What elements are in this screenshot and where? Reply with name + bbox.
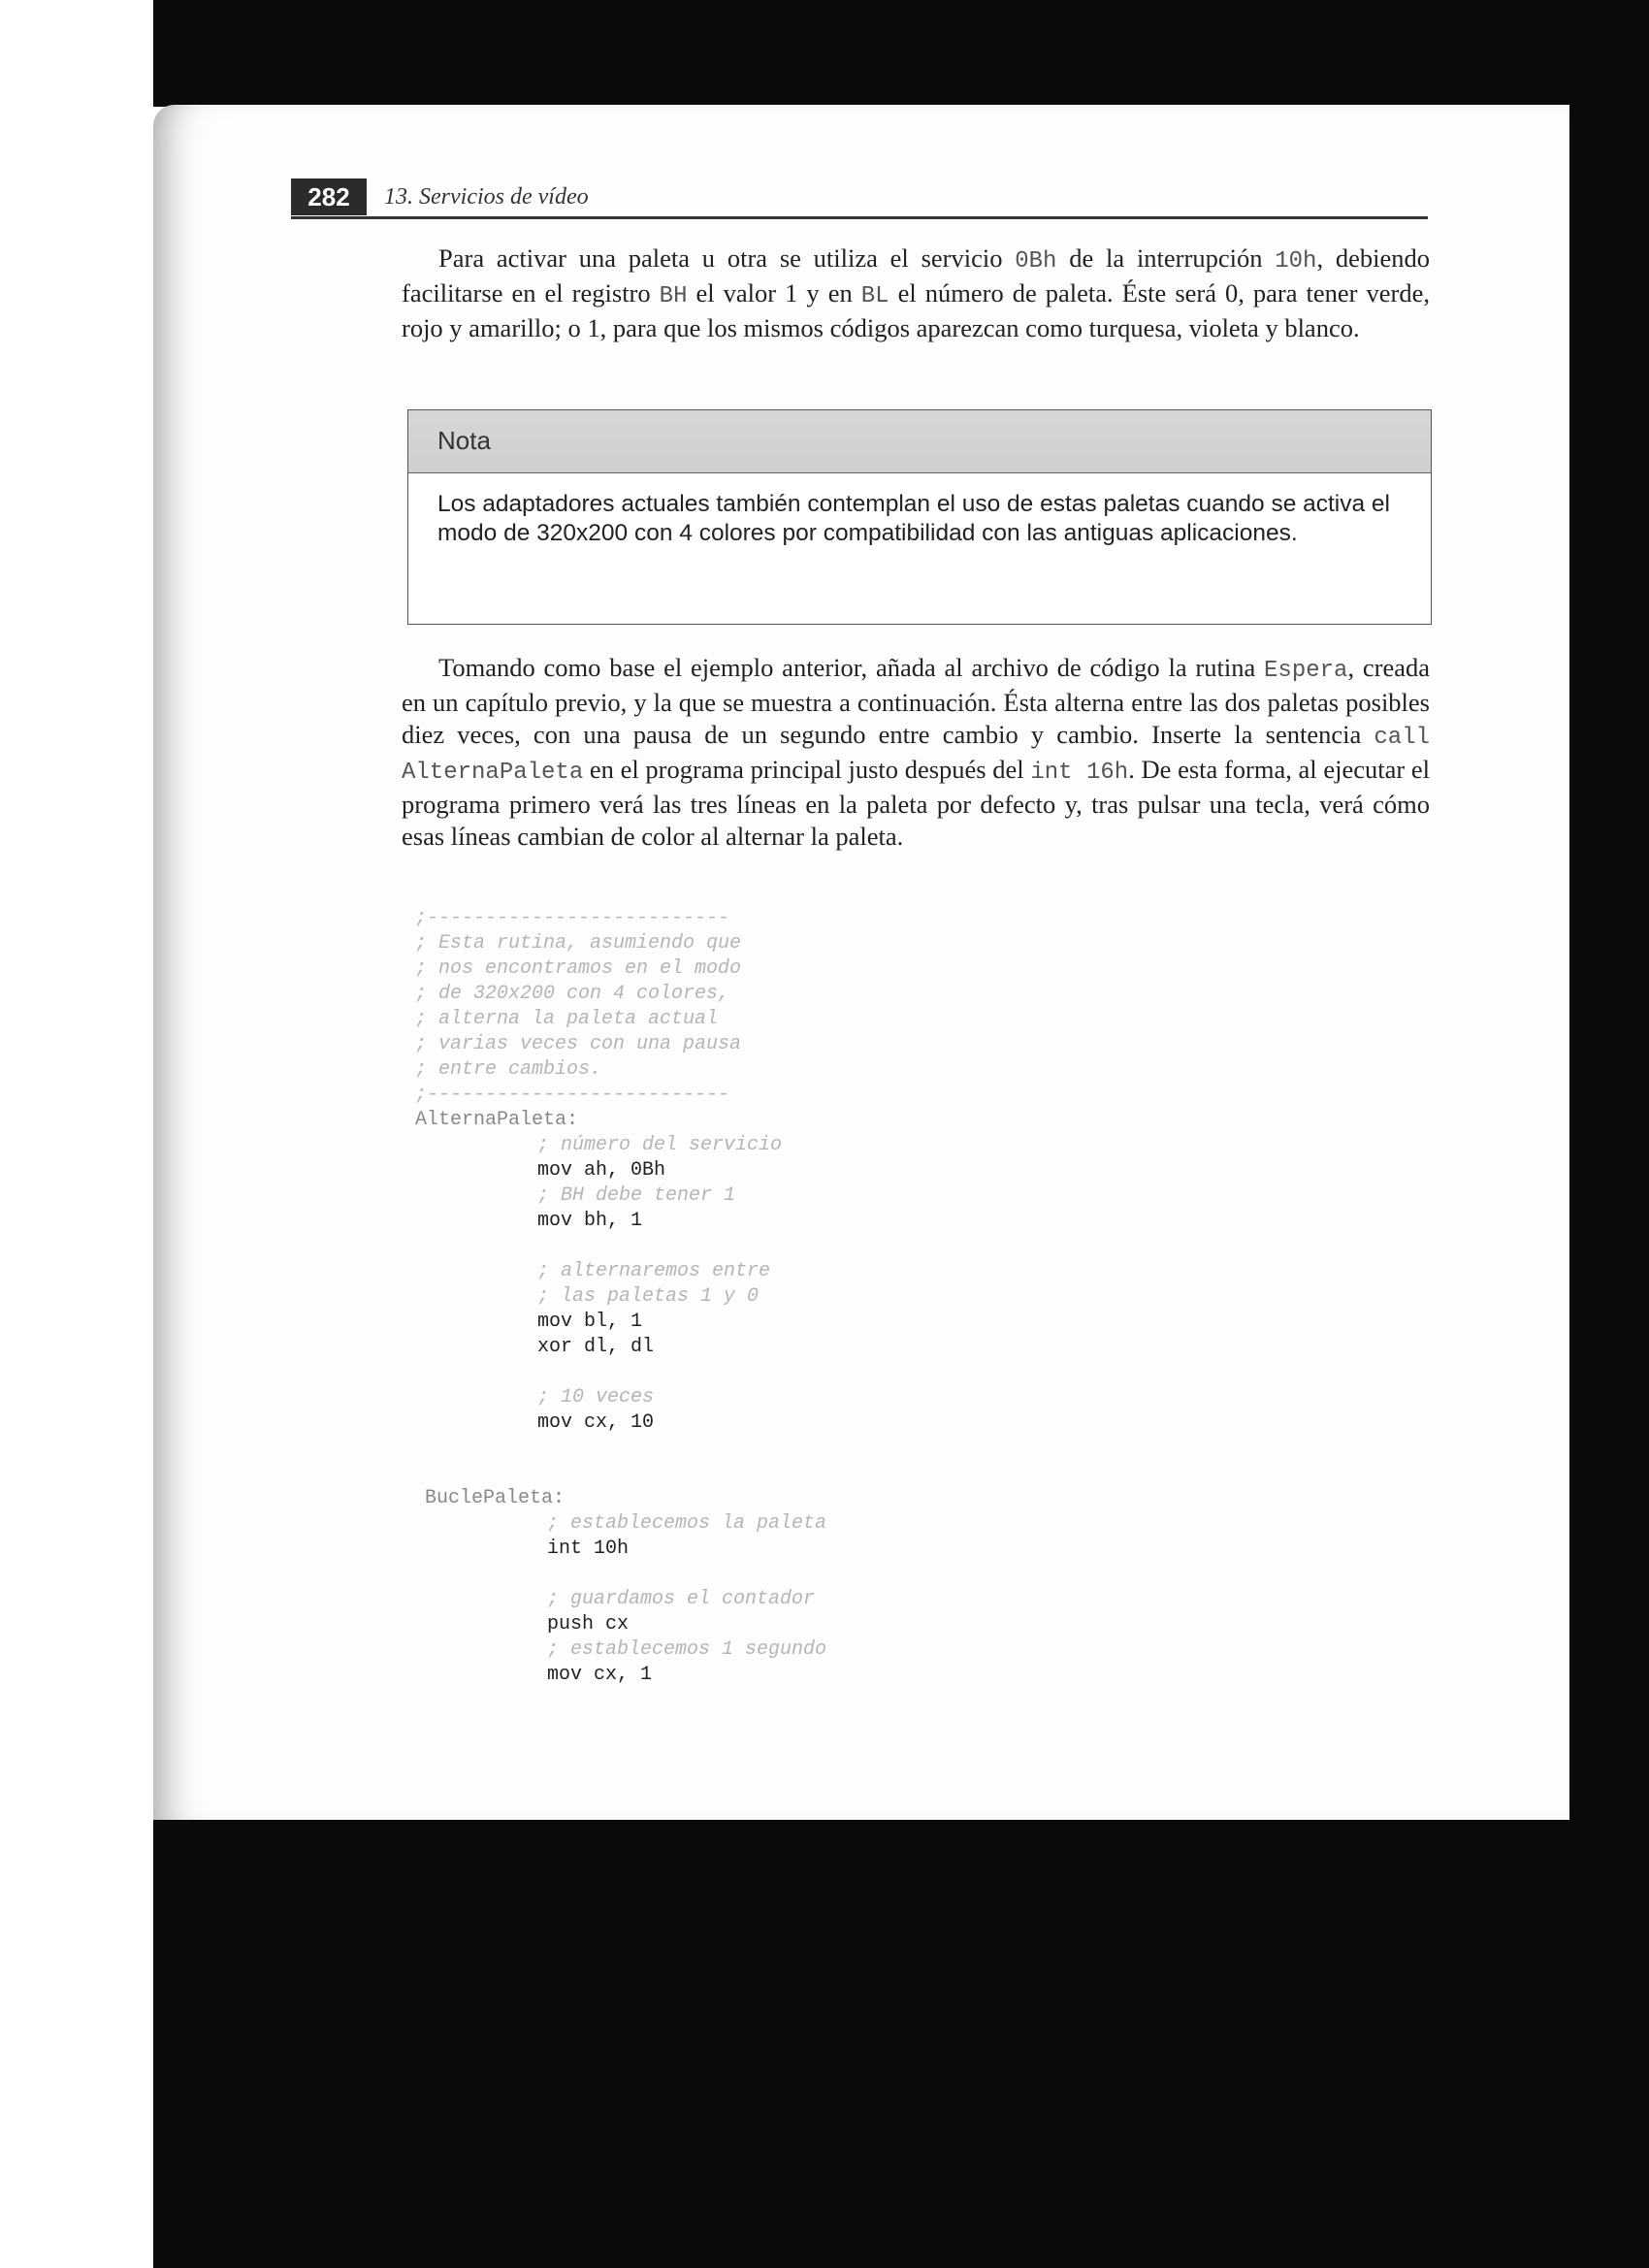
code-instruction: mov bl, 1 [537, 1311, 643, 1333]
page-number: 282 [291, 178, 367, 215]
paragraph-routine-description [402, 652, 1430, 853]
text: Tomando como base el ejemplo anterior, añada al archivo de código la rutina [438, 653, 1265, 682]
paragraph-palette-service [402, 243, 1430, 344]
note-box [407, 409, 1432, 625]
text: , debiendo facilitarse en el registro [402, 243, 1430, 308]
code-comment: ; nos encontramos en el modo [415, 957, 742, 980]
note-header [408, 410, 1431, 473]
code-comment: ; alternaremos entre [537, 1260, 771, 1282]
inline-code: BH [659, 283, 688, 309]
scan-background-right [1564, 87, 1649, 1833]
code-comment: ; alterna la paleta actual [415, 1008, 719, 1030]
code-comment: ; 10 veces [537, 1386, 655, 1409]
code-comment: ; BH debe tener 1 [537, 1184, 736, 1207]
inline-code: int 16h [1030, 760, 1129, 786]
scan-background-bottom [153, 1816, 1649, 2268]
inline-code: Espera [1264, 658, 1348, 684]
code-comment: ; número del servicio [537, 1134, 783, 1156]
scan-background-top [153, 0, 1649, 107]
text: de la interrupción [1056, 243, 1276, 273]
inline-code: BL [860, 283, 889, 309]
inline-code: 10h [1275, 248, 1317, 275]
chapter-title: 13. Servicios de vídeo [384, 184, 589, 210]
code-comment: ; varias veces con una pausa [415, 1033, 742, 1055]
code-instruction: push cx [547, 1613, 630, 1636]
inline-code: call AlternaPaleta [402, 725, 1430, 786]
book-page [153, 105, 1569, 1820]
code-label: BuclePaleta: [425, 1487, 566, 1509]
code-instruction: xor dl, dl [537, 1336, 655, 1358]
code-comment: ;-------------------------- [415, 1084, 730, 1106]
page-content [153, 105, 1569, 1820]
text: el valor 1 y en [687, 278, 861, 308]
code-comment: ;-------------------------- [415, 907, 730, 929]
code-comment: ; guardamos el contador [547, 1588, 816, 1610]
code-instruction: mov cx, 10 [537, 1411, 655, 1434]
text: , creada en un capítulo previo, y la que se muestra a continuación. Ésta alterna entre las dos paletas posibles diez veces, con una pausa de un segundo entre cambio y cambio. Inserte la sentencia [402, 653, 1430, 749]
note-body: Los adaptadores actuales también contemplan el uso de estas paletas cuando se activa el modo de 320x200 con 4 colores por compatibilidad con las antiguas aplicaciones. [437, 491, 1390, 546]
code-comment: ; establecemos 1 segundo [547, 1638, 827, 1661]
code-comment: ; las paletas 1 y 0 [537, 1285, 760, 1308]
code-comment: ; Esta rutina, asumiendo que [415, 932, 742, 955]
text: Para activar una paleta u otra se utiliza el servicio [438, 243, 1016, 273]
text: . De esta forma, al ejecutar el programa primero verá las tres líneas en la paleta por defecto y, tras pulsar una tecla, verá cómo esas líneas cambian de color al alternar la paleta. [402, 755, 1430, 851]
code-instruction: mov cx, 1 [547, 1664, 653, 1686]
code-instruction: mov bh, 1 [537, 1210, 643, 1232]
code-instruction: int 10h [547, 1538, 630, 1560]
code-comment: ; de 320x200 con 4 colores, [415, 983, 730, 1005]
page-header [291, 178, 1428, 217]
text: el número de paleta. Éste será 0, para tener verde, rojo y amarillo; o 1, para que los mismos códigos aparezcan como turquesa, violeta y blanco. [402, 278, 1431, 342]
code-comment: ; entre cambios. [415, 1058, 602, 1081]
code-label: AlternaPaleta: [415, 1109, 579, 1131]
scan-margin-left [0, 0, 153, 2268]
text: en el programa principal justo después del [583, 755, 1031, 784]
code-comment: ; establecemos la paleta [547, 1512, 827, 1535]
note-title: Nota [437, 426, 491, 455]
code-instruction: mov ah, 0Bh [537, 1159, 666, 1182]
inline-code: 0Bh [1015, 248, 1057, 275]
header-rule [291, 216, 1428, 219]
